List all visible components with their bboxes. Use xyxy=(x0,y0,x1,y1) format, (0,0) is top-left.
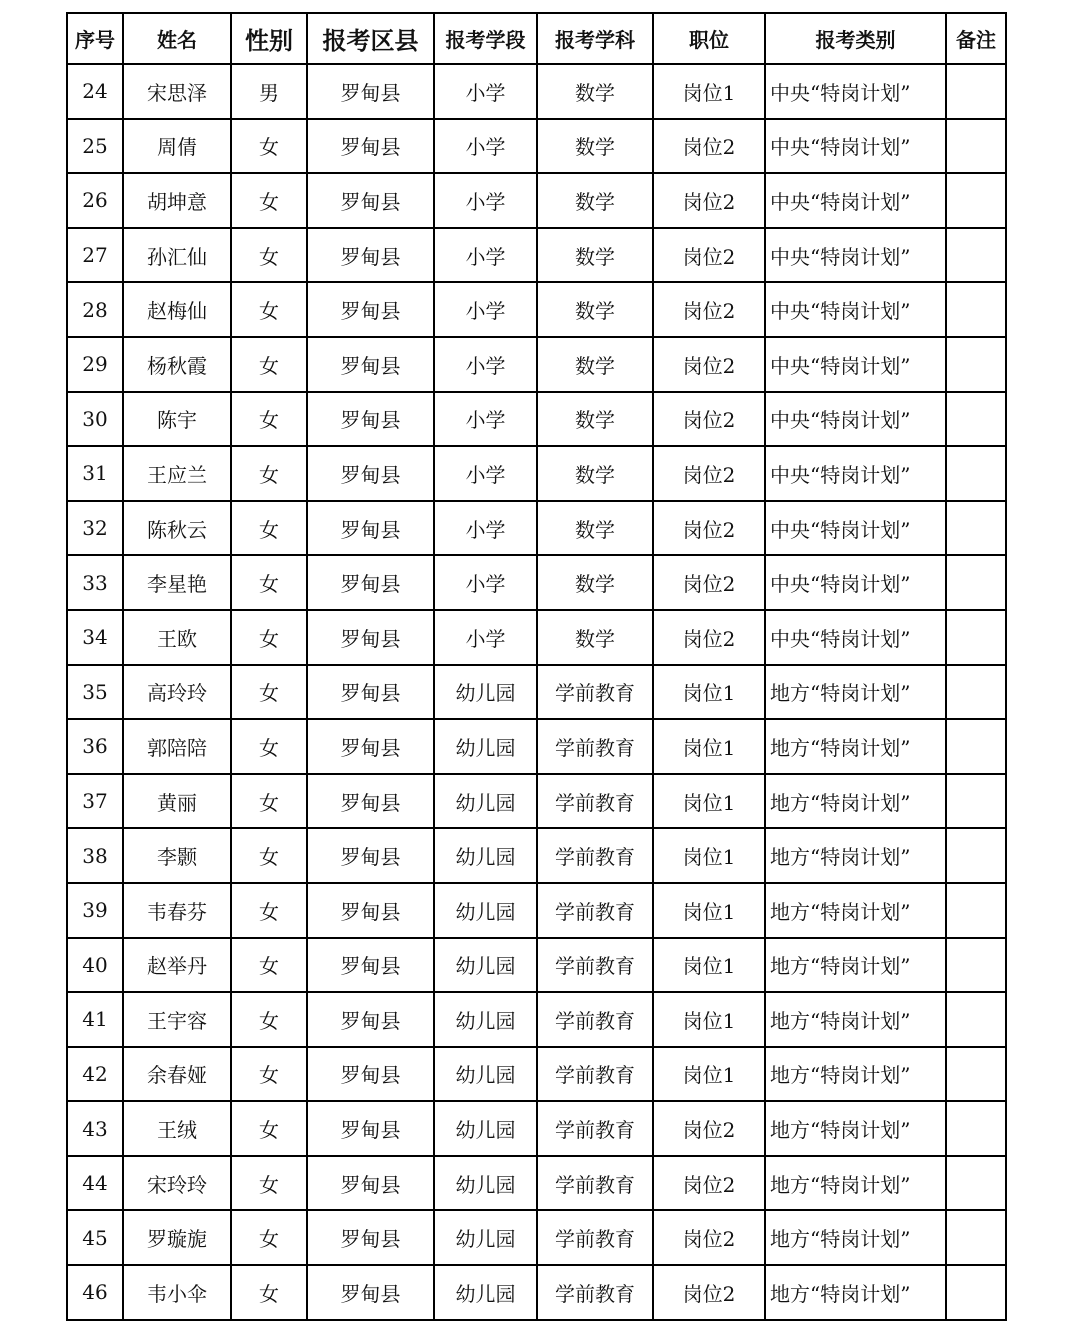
cell-county: 罗甸县 xyxy=(307,173,434,228)
cell-school-level: 小学 xyxy=(434,555,537,610)
cell-index: 29 xyxy=(67,337,123,392)
cell-category: 中央“特岗计划” xyxy=(765,64,946,119)
cell-county: 罗甸县 xyxy=(307,610,434,665)
cell-remarks xyxy=(946,392,1006,447)
cell-school-level: 小学 xyxy=(434,501,537,556)
cell-position: 岗位1 xyxy=(653,992,765,1047)
cell-category: 中央“特岗计划” xyxy=(765,392,946,447)
cell-subject: 学前教育 xyxy=(537,992,653,1047)
cell-index: 39 xyxy=(67,883,123,938)
cell-gender: 女 xyxy=(231,1265,307,1320)
cell-gender: 女 xyxy=(231,1047,307,1102)
cell-county: 罗甸县 xyxy=(307,446,434,501)
cell-subject: 数学 xyxy=(537,555,653,610)
cell-position: 岗位1 xyxy=(653,828,765,883)
cell-name: 孙汇仙 xyxy=(123,228,231,283)
table-row xyxy=(67,1265,1006,1320)
cell-position: 岗位1 xyxy=(653,774,765,829)
cell-category: 中央“特岗计划” xyxy=(765,337,946,392)
cell-county: 罗甸县 xyxy=(307,1101,434,1156)
cell-index: 24 xyxy=(67,64,123,119)
cell-subject: 数学 xyxy=(537,282,653,337)
cell-school-level: 幼儿园 xyxy=(434,1101,537,1156)
cell-position: 岗位2 xyxy=(653,1101,765,1156)
cell-county: 罗甸县 xyxy=(307,1210,434,1265)
cell-index: 30 xyxy=(67,392,123,447)
table-row xyxy=(67,228,1006,283)
cell-name: 王应兰 xyxy=(123,446,231,501)
cell-remarks xyxy=(946,828,1006,883)
cell-remarks xyxy=(946,719,1006,774)
cell-school-level: 小学 xyxy=(434,173,537,228)
cell-county: 罗甸县 xyxy=(307,938,434,993)
cell-county: 罗甸县 xyxy=(307,1156,434,1211)
header-school-level: 报考学段 xyxy=(434,13,537,64)
cell-gender: 女 xyxy=(231,774,307,829)
cell-remarks xyxy=(946,119,1006,174)
cell-subject: 学前教育 xyxy=(537,938,653,993)
header-row xyxy=(67,13,1006,64)
cell-county: 罗甸县 xyxy=(307,501,434,556)
cell-category: 地方“特岗计划” xyxy=(765,665,946,720)
cell-index: 37 xyxy=(67,774,123,829)
cell-position: 岗位2 xyxy=(653,1265,765,1320)
cell-index: 38 xyxy=(67,828,123,883)
candidate-table xyxy=(66,12,1007,1321)
cell-county: 罗甸县 xyxy=(307,392,434,447)
cell-index: 43 xyxy=(67,1101,123,1156)
cell-remarks xyxy=(946,1101,1006,1156)
cell-name: 余春娅 xyxy=(123,1047,231,1102)
cell-name: 宋玲玲 xyxy=(123,1156,231,1211)
cell-county: 罗甸县 xyxy=(307,719,434,774)
cell-gender: 女 xyxy=(231,501,307,556)
header-position: 职位 xyxy=(653,13,765,64)
cell-index: 32 xyxy=(67,501,123,556)
cell-county: 罗甸县 xyxy=(307,228,434,283)
cell-index: 35 xyxy=(67,665,123,720)
cell-index: 25 xyxy=(67,119,123,174)
cell-gender: 女 xyxy=(231,1101,307,1156)
cell-name: 周倩 xyxy=(123,119,231,174)
cell-gender: 女 xyxy=(231,119,307,174)
cell-position: 岗位2 xyxy=(653,1156,765,1211)
cell-school-level: 幼儿园 xyxy=(434,828,537,883)
cell-gender: 女 xyxy=(231,228,307,283)
table-row xyxy=(67,173,1006,228)
cell-remarks xyxy=(946,64,1006,119)
cell-county: 罗甸县 xyxy=(307,992,434,1047)
cell-index: 41 xyxy=(67,992,123,1047)
cell-position: 岗位2 xyxy=(653,610,765,665)
cell-category: 中央“特岗计划” xyxy=(765,119,946,174)
cell-gender: 女 xyxy=(231,392,307,447)
cell-school-level: 幼儿园 xyxy=(434,719,537,774)
cell-index: 31 xyxy=(67,446,123,501)
cell-subject: 数学 xyxy=(537,392,653,447)
cell-name: 杨秋霞 xyxy=(123,337,231,392)
table-row xyxy=(67,337,1006,392)
cell-name: 王绒 xyxy=(123,1101,231,1156)
cell-gender: 女 xyxy=(231,992,307,1047)
cell-county: 罗甸县 xyxy=(307,883,434,938)
cell-school-level: 幼儿园 xyxy=(434,883,537,938)
cell-subject: 数学 xyxy=(537,64,653,119)
cell-name: 赵梅仙 xyxy=(123,282,231,337)
cell-index: 33 xyxy=(67,555,123,610)
cell-school-level: 幼儿园 xyxy=(434,1047,537,1102)
cell-gender: 女 xyxy=(231,173,307,228)
cell-position: 岗位2 xyxy=(653,501,765,556)
cell-name: 陈宇 xyxy=(123,392,231,447)
header-category: 报考类别 xyxy=(765,13,946,64)
cell-index: 44 xyxy=(67,1156,123,1211)
cell-subject: 数学 xyxy=(537,119,653,174)
cell-remarks xyxy=(946,938,1006,993)
cell-county: 罗甸县 xyxy=(307,64,434,119)
table-row xyxy=(67,446,1006,501)
cell-category: 地方“特岗计划” xyxy=(765,1047,946,1102)
header-remarks: 备注 xyxy=(946,13,1006,64)
cell-remarks xyxy=(946,555,1006,610)
cell-name: 李颢 xyxy=(123,828,231,883)
cell-subject: 数学 xyxy=(537,501,653,556)
cell-remarks xyxy=(946,501,1006,556)
table-row xyxy=(67,938,1006,993)
cell-remarks xyxy=(946,1210,1006,1265)
cell-subject: 学前教育 xyxy=(537,719,653,774)
cell-position: 岗位2 xyxy=(653,228,765,283)
table-row xyxy=(67,1156,1006,1211)
cell-category: 中央“特岗计划” xyxy=(765,228,946,283)
cell-county: 罗甸县 xyxy=(307,828,434,883)
cell-remarks xyxy=(946,173,1006,228)
table-row xyxy=(67,64,1006,119)
cell-category: 地方“特岗计划” xyxy=(765,1101,946,1156)
cell-name: 郭陪陪 xyxy=(123,719,231,774)
table-row xyxy=(67,555,1006,610)
cell-gender: 女 xyxy=(231,282,307,337)
cell-remarks xyxy=(946,1265,1006,1320)
cell-category: 中央“特岗计划” xyxy=(765,555,946,610)
cell-position: 岗位1 xyxy=(653,1047,765,1102)
cell-remarks xyxy=(946,883,1006,938)
table-row xyxy=(67,282,1006,337)
cell-subject: 学前教育 xyxy=(537,883,653,938)
header-name: 姓名 xyxy=(123,13,231,64)
table-row xyxy=(67,501,1006,556)
header-subject: 报考学科 xyxy=(537,13,653,64)
cell-category: 地方“特岗计划” xyxy=(765,883,946,938)
cell-position: 岗位2 xyxy=(653,119,765,174)
cell-school-level: 小学 xyxy=(434,610,537,665)
cell-school-level: 幼儿园 xyxy=(434,665,537,720)
cell-gender: 女 xyxy=(231,555,307,610)
cell-position: 岗位2 xyxy=(653,446,765,501)
cell-remarks xyxy=(946,228,1006,283)
cell-school-level: 幼儿园 xyxy=(434,1210,537,1265)
cell-index: 28 xyxy=(67,282,123,337)
cell-gender: 女 xyxy=(231,337,307,392)
cell-gender: 女 xyxy=(231,883,307,938)
cell-subject: 学前教育 xyxy=(537,665,653,720)
cell-name: 高玲玲 xyxy=(123,665,231,720)
cell-county: 罗甸县 xyxy=(307,665,434,720)
cell-subject: 数学 xyxy=(537,446,653,501)
header-index: 序号 xyxy=(67,13,123,64)
cell-remarks xyxy=(946,610,1006,665)
cell-remarks xyxy=(946,337,1006,392)
cell-category: 中央“特岗计划” xyxy=(765,173,946,228)
cell-position: 岗位2 xyxy=(653,173,765,228)
cell-index: 42 xyxy=(67,1047,123,1102)
cell-category: 中央“特岗计划” xyxy=(765,501,946,556)
cell-name: 胡坤意 xyxy=(123,173,231,228)
cell-gender: 女 xyxy=(231,610,307,665)
cell-remarks xyxy=(946,282,1006,337)
cell-school-level: 小学 xyxy=(434,282,537,337)
table-row xyxy=(67,719,1006,774)
cell-remarks xyxy=(946,774,1006,829)
cell-remarks xyxy=(946,665,1006,720)
cell-school-level: 小学 xyxy=(434,392,537,447)
cell-school-level: 幼儿园 xyxy=(434,774,537,829)
cell-index: 34 xyxy=(67,610,123,665)
cell-remarks xyxy=(946,446,1006,501)
cell-gender: 女 xyxy=(231,446,307,501)
cell-subject: 数学 xyxy=(537,173,653,228)
cell-subject: 学前教育 xyxy=(537,1101,653,1156)
cell-school-level: 小学 xyxy=(434,119,537,174)
cell-name: 罗璇旎 xyxy=(123,1210,231,1265)
cell-school-level: 小学 xyxy=(434,337,537,392)
cell-category: 地方“特岗计划” xyxy=(765,1265,946,1320)
cell-school-level: 幼儿园 xyxy=(434,992,537,1047)
cell-name: 陈秋云 xyxy=(123,501,231,556)
cell-category: 中央“特岗计划” xyxy=(765,610,946,665)
cell-position: 岗位2 xyxy=(653,282,765,337)
cell-gender: 女 xyxy=(231,938,307,993)
table-row xyxy=(67,1047,1006,1102)
cell-position: 岗位2 xyxy=(653,555,765,610)
cell-name: 黄丽 xyxy=(123,774,231,829)
table-row xyxy=(67,119,1006,174)
cell-subject: 学前教育 xyxy=(537,774,653,829)
cell-index: 45 xyxy=(67,1210,123,1265)
table-row xyxy=(67,828,1006,883)
cell-gender: 女 xyxy=(231,1156,307,1211)
table-row xyxy=(67,992,1006,1047)
cell-category: 地方“特岗计划” xyxy=(765,938,946,993)
table-row xyxy=(67,392,1006,447)
table-row xyxy=(67,610,1006,665)
cell-school-level: 幼儿园 xyxy=(434,1156,537,1211)
cell-index: 27 xyxy=(67,228,123,283)
cell-subject: 学前教育 xyxy=(537,828,653,883)
cell-name: 王欧 xyxy=(123,610,231,665)
cell-position: 岗位1 xyxy=(653,64,765,119)
cell-county: 罗甸县 xyxy=(307,119,434,174)
cell-subject: 数学 xyxy=(537,228,653,283)
cell-name: 韦春芬 xyxy=(123,883,231,938)
cell-gender: 男 xyxy=(231,64,307,119)
cell-subject: 学前教育 xyxy=(537,1265,653,1320)
cell-school-level: 小学 xyxy=(434,228,537,283)
cell-category: 地方“特岗计划” xyxy=(765,719,946,774)
cell-name: 赵举丹 xyxy=(123,938,231,993)
cell-position: 岗位2 xyxy=(653,337,765,392)
cell-gender: 女 xyxy=(231,665,307,720)
cell-position: 岗位2 xyxy=(653,392,765,447)
table-row xyxy=(67,774,1006,829)
cell-position: 岗位1 xyxy=(653,665,765,720)
cell-position: 岗位1 xyxy=(653,938,765,993)
cell-index: 36 xyxy=(67,719,123,774)
table-row xyxy=(67,665,1006,720)
cell-county: 罗甸县 xyxy=(307,1265,434,1320)
cell-category: 地方“特岗计划” xyxy=(765,1156,946,1211)
cell-subject: 学前教育 xyxy=(537,1047,653,1102)
cell-gender: 女 xyxy=(231,719,307,774)
cell-category: 地方“特岗计划” xyxy=(765,828,946,883)
cell-category: 中央“特岗计划” xyxy=(765,446,946,501)
table-row xyxy=(67,1210,1006,1265)
cell-county: 罗甸县 xyxy=(307,1047,434,1102)
cell-school-level: 小学 xyxy=(434,446,537,501)
cell-school-level: 幼儿园 xyxy=(434,1265,537,1320)
cell-county: 罗甸县 xyxy=(307,282,434,337)
cell-county: 罗甸县 xyxy=(307,337,434,392)
cell-category: 地方“特岗计划” xyxy=(765,1210,946,1265)
cell-school-level: 幼儿园 xyxy=(434,938,537,993)
cell-subject: 数学 xyxy=(537,610,653,665)
header-county: 报考区县 xyxy=(307,13,434,64)
cell-index: 40 xyxy=(67,938,123,993)
table-body xyxy=(67,64,1006,1320)
cell-position: 岗位1 xyxy=(653,719,765,774)
cell-county: 罗甸县 xyxy=(307,774,434,829)
header-gender: 性别 xyxy=(231,13,307,64)
cell-subject: 学前教育 xyxy=(537,1210,653,1265)
cell-index: 26 xyxy=(67,173,123,228)
cell-remarks xyxy=(946,1047,1006,1102)
cell-gender: 女 xyxy=(231,1210,307,1265)
cell-subject: 学前教育 xyxy=(537,1156,653,1211)
cell-category: 地方“特岗计划” xyxy=(765,992,946,1047)
cell-remarks xyxy=(946,1156,1006,1211)
table-row xyxy=(67,883,1006,938)
cell-county: 罗甸县 xyxy=(307,555,434,610)
cell-gender: 女 xyxy=(231,828,307,883)
cell-category: 地方“特岗计划” xyxy=(765,774,946,829)
cell-subject: 数学 xyxy=(537,337,653,392)
cell-index: 46 xyxy=(67,1265,123,1320)
cell-category: 中央“特岗计划” xyxy=(765,282,946,337)
cell-name: 韦小伞 xyxy=(123,1265,231,1320)
table-row xyxy=(67,1101,1006,1156)
cell-remarks xyxy=(946,992,1006,1047)
cell-position: 岗位1 xyxy=(653,883,765,938)
cell-position: 岗位2 xyxy=(653,1210,765,1265)
cell-school-level: 小学 xyxy=(434,64,537,119)
cell-name: 王宇容 xyxy=(123,992,231,1047)
cell-name: 李星艳 xyxy=(123,555,231,610)
cell-name: 宋思泽 xyxy=(123,64,231,119)
